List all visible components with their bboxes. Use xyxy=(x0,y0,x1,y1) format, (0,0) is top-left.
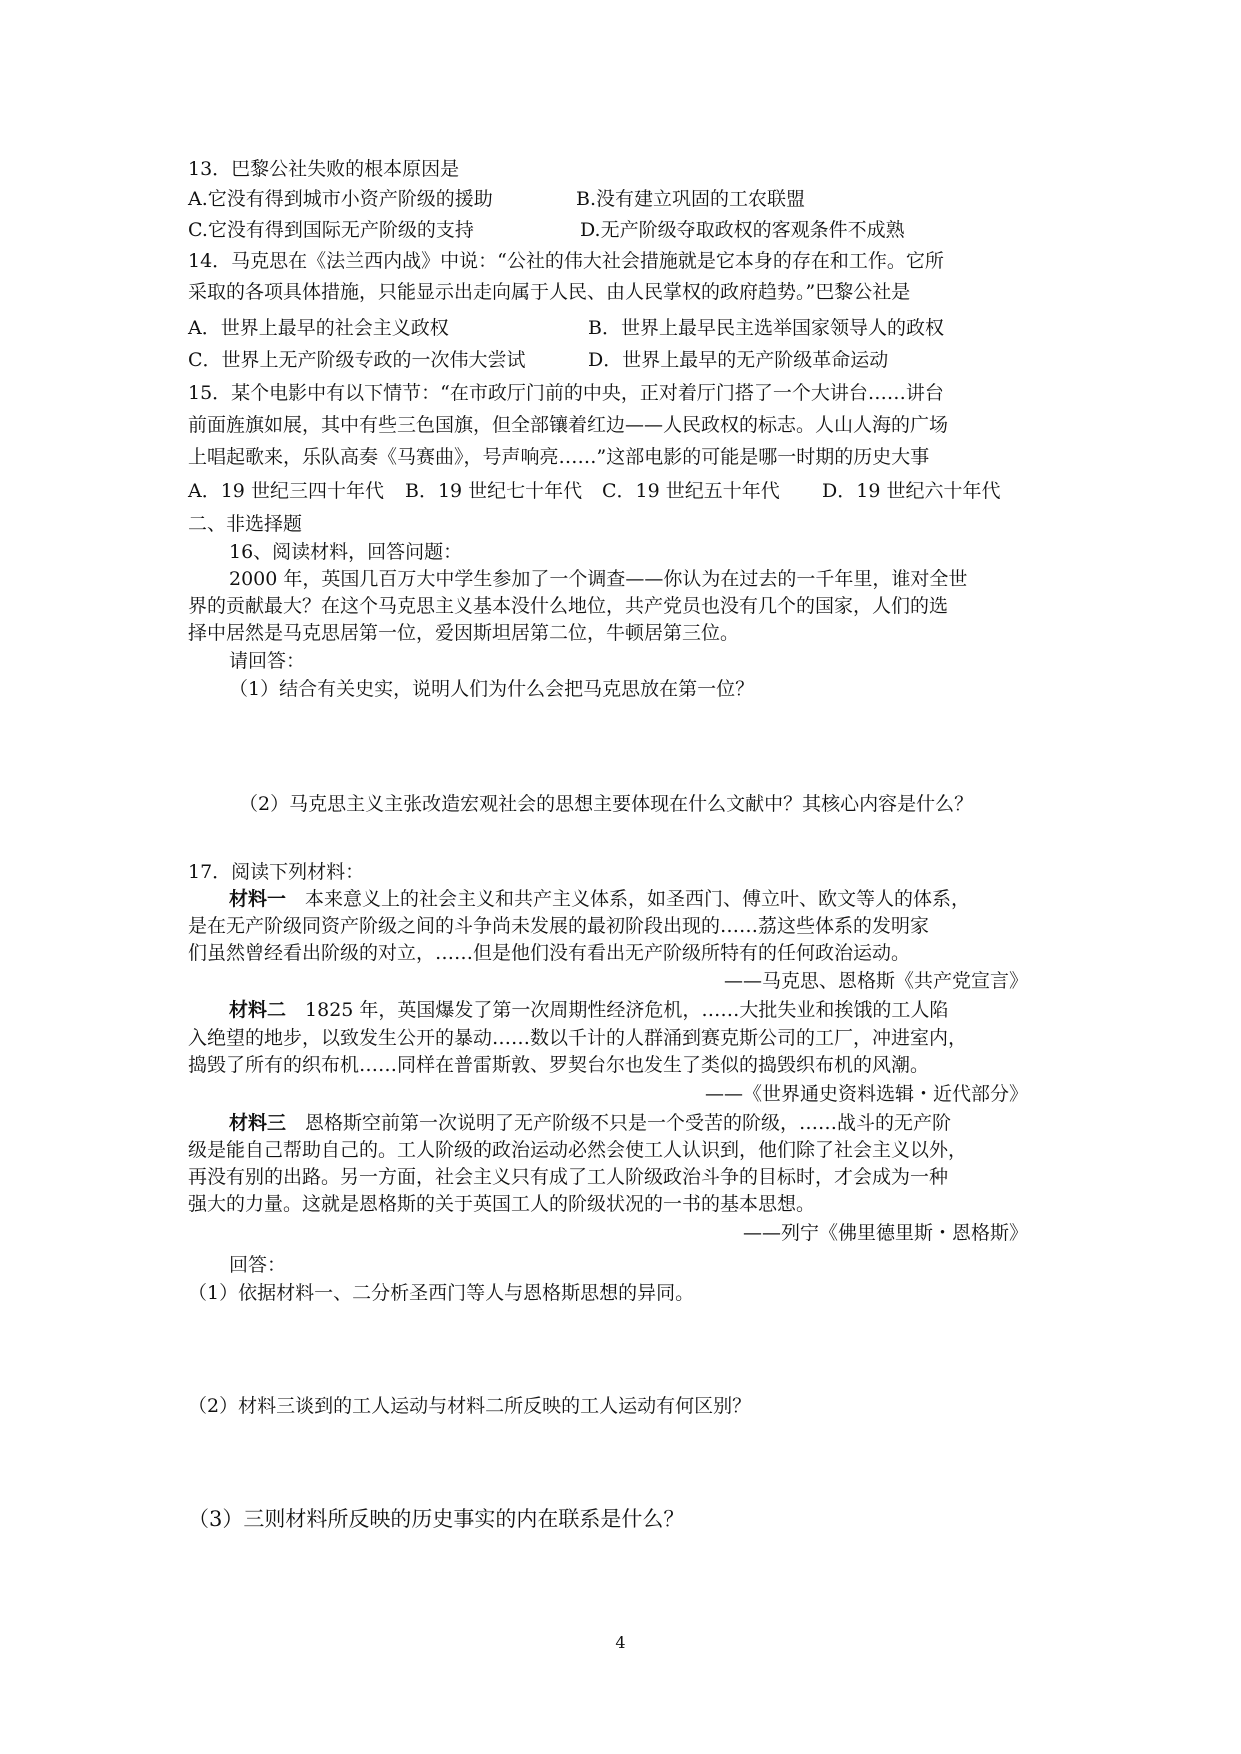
section-heading: 二、非选择题 xyxy=(188,513,303,535)
q16-ask: 请回答： xyxy=(229,650,306,672)
q13-option-a: A.它没有得到城市小资产阶级的援助 xyxy=(188,188,493,210)
q15-option-d: D．19 世纪六十年代 xyxy=(822,480,1001,502)
q17-material1-line1 xyxy=(229,886,1119,912)
q17-material1-label: 材料一 xyxy=(229,888,287,910)
q16-title: 16、阅读材料，回答问题： xyxy=(229,541,463,563)
q17-material3-line4: 强大的力量。这就是恩格斯的关于英国工人的阶级状况的一书的基本思想。 xyxy=(188,1193,816,1215)
q17-material2-source: ——《世界通史资料选辑・近代部分》 xyxy=(704,1083,1028,1105)
q14-stem-line2: 采取的各项具体措施，只能显示出走向属于人民、由人民掌权的政府趋势。”巴黎公社是 xyxy=(188,281,911,303)
q15-stem-line2: 前面旌旗如展，其中有些三色国旗，但全部镶着红边——人民政权的标志。人山人海的广场 xyxy=(188,414,949,436)
q17-material2-line1 xyxy=(229,997,1119,1023)
q17-material2-label: 材料二 xyxy=(229,999,287,1021)
q17-material3-text: 恩格斯空前第一次说明了无产阶级不只是一个受苦的阶级，……战斗的无产阶 xyxy=(286,1112,952,1134)
q17-material1-line2: 是在无产阶级同资产阶级之间的斗争尚未发展的最初阶段出现的……茘这些体系的发明家 xyxy=(188,915,930,937)
q17-material3-line3: 再没有别的出路。另一方面，社会主义只有成了工人阶级政治斗争的目标时，才会成为一种 xyxy=(188,1166,949,1188)
q13-option-d: D.无产阶级夺取政权的客观条件不成熟 xyxy=(580,219,905,241)
q13-option-b: B.没有建立巩固的工农联盟 xyxy=(576,188,806,210)
q15-option-c: C．19 世纪五十年代 xyxy=(602,480,780,502)
q17-answer-label: 回答： xyxy=(229,1254,287,1276)
q17-material2-line2: 入绝望的地步，以致发生公开的暴动……数以千计的人群涌到赛克斯公司的工厂，冲进室内， xyxy=(188,1027,968,1049)
q16-subquestion-1: （1）结合有关史实，说明人们为什么会把马克思放在第一位？ xyxy=(229,678,755,700)
q15-stem-line3: 上唱起歌来，乐队高奏《马赛曲》，号声响亮……”这部电影的可能是哪一时期的历史大事 xyxy=(188,446,930,468)
q17-subquestion-2: （2）材料三谈到的工人运动与材料二所反映的工人运动有何区别？ xyxy=(188,1395,752,1417)
q17-material1-line3: 们虽然曾经看出阶级的对立，……但是他们没有看出无产阶级所特有的任何政治运动。 xyxy=(188,942,911,964)
q15-option-a: A．19 世纪三四十年代 xyxy=(188,480,384,502)
q17-material3-line2: 级是能自己帮助自己的。工人阶级的政治运动必然会使工人认识到，他们除了社会主义以外， xyxy=(188,1139,968,1161)
q17-title: 17．阅读下列材料： xyxy=(188,861,365,883)
q17-material3-label: 材料三 xyxy=(229,1112,287,1134)
q16-para-line1: 2000 年，英国几百万大中学生参加了一个调查——你认为在过去的一千年里，谁对全世 xyxy=(229,568,968,590)
q17-material3-source: ——列宁《佛里德里斯・恩格斯》 xyxy=(742,1222,1028,1244)
q14-stem-line1: 14．马克思在《法兰西内战》中说：“公社的伟大社会措施就是它本身的存在和工作。它所 xyxy=(188,250,944,272)
q14-option-c: C．世界上无产阶级专政的一次伟大尝试 xyxy=(188,349,526,371)
q15-option-b: B．19 世纪七十年代 xyxy=(405,480,583,502)
q17-subquestion-3: （3）三则材料所反映的历史事实的内在联系是什么？ xyxy=(188,1507,685,1531)
q16-para-line3: 择中居然是马克思居第一位，爱因斯坦居第二位，牛顿居第三位。 xyxy=(188,622,740,644)
q17-material2-text: 1825 年，英国爆发了第一次周期性经济危机，……大批失业和挨饿的工人陷 xyxy=(286,999,949,1021)
q17-material3-line1 xyxy=(229,1110,1119,1136)
q14-option-d: D．世界上最早的无产阶级革命运动 xyxy=(588,349,889,371)
page-number: 4 xyxy=(615,1633,626,1652)
q16-subquestion-2: （2）马克思主义主张改造宏观社会的思想主要体现在什么文献中？其核心内容是什么？ xyxy=(239,793,974,815)
q17-material1-text: 本来意义上的社会主义和共产主义体系，如圣西门、傅立叶、欧文等人的体系， xyxy=(286,888,971,910)
q13-stem: 13．巴黎公社失败的根本原因是 xyxy=(188,158,460,180)
q17-material1-source: ——马克思、恩格斯《共产党宣言》 xyxy=(723,970,1028,992)
q14-option-a: A．世界上最早的社会主义政权 xyxy=(188,317,449,339)
q15-stem-line1: 15．某个电影中有以下情节：“在市政厅门前的中央，正对着厅门搭了一个大讲台……讲台 xyxy=(188,382,944,404)
q17-material2-line3: 捣毁了所有的织布机……同样在普雷斯敦、罗契台尔也发生了类似的捣毁织布机的风潮。 xyxy=(188,1054,930,1076)
q16-para-line2: 界的贡献最大？在这个马克思主义基本没什么地位，共产党员也没有几个的国家，人们的选 xyxy=(188,595,949,617)
q14-option-b: B．世界上最早民主选举国家领导人的政权 xyxy=(588,317,944,339)
q17-subquestion-1: （1）依据材料一、二分析圣西门等人与恩格斯思想的异同。 xyxy=(188,1282,695,1304)
q13-option-c: C.它没有得到国际无产阶级的支持 xyxy=(188,219,474,241)
